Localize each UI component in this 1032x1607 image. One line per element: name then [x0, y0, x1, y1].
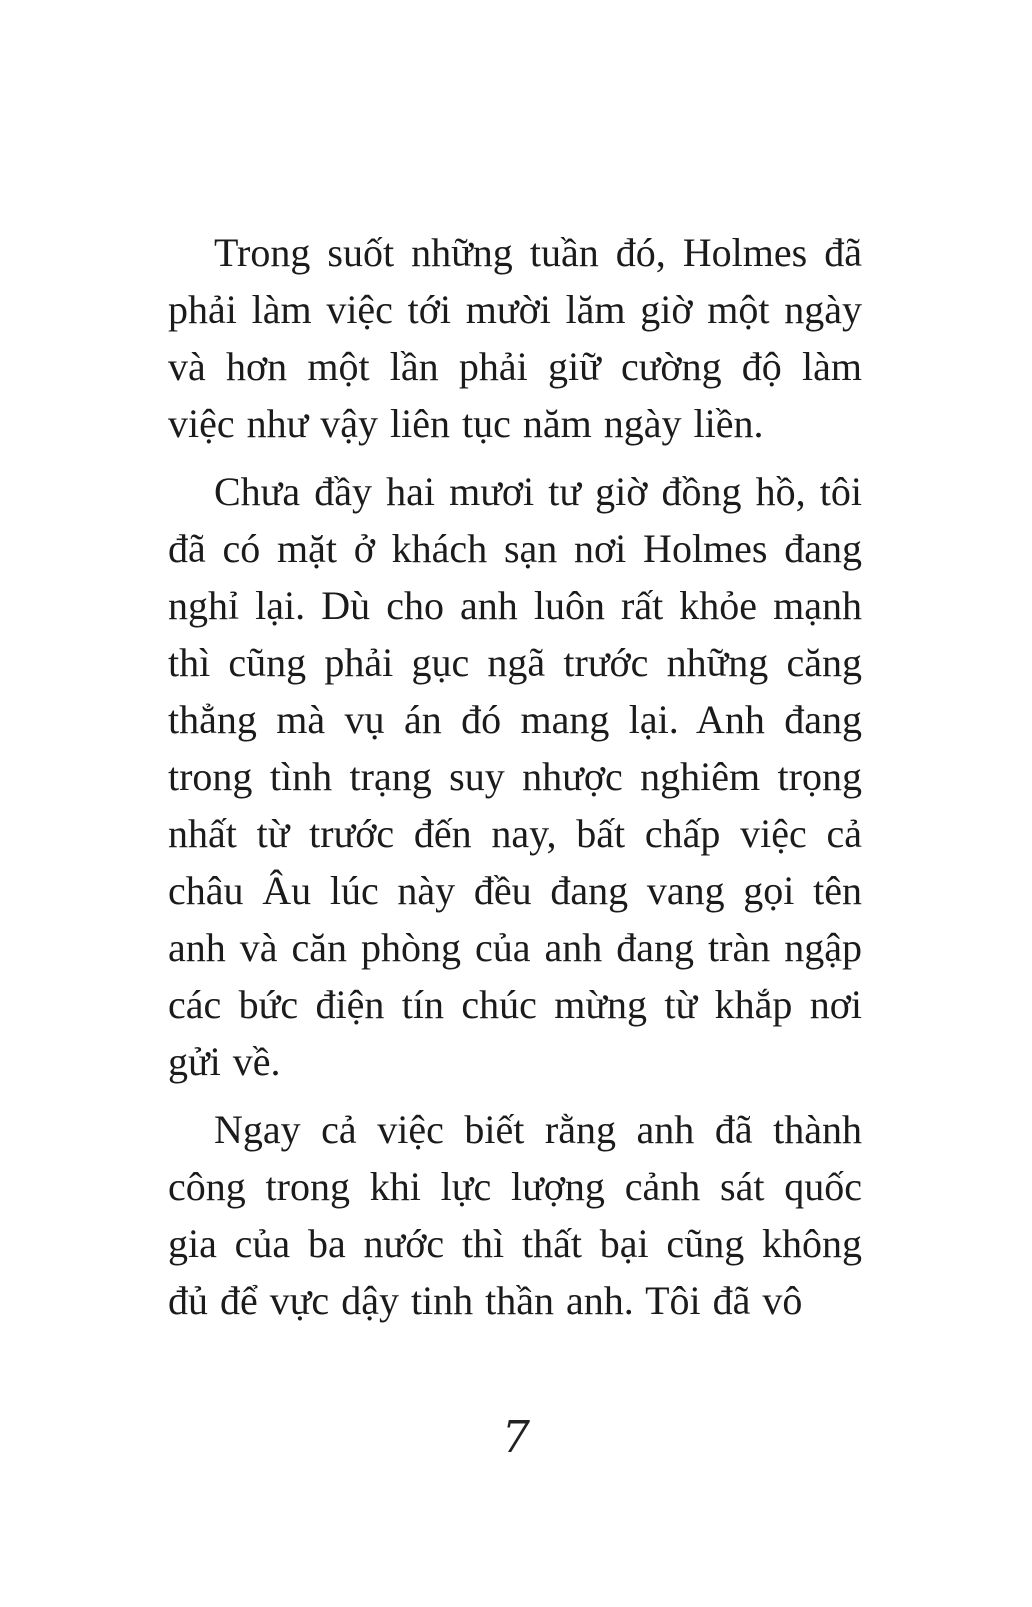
paragraph: Trong suốt những tuần đó, Holmes đã phải làm việc tới mười lăm giờ một ngày và hơn một lần phải giữ cường độ làm việc như vậy liên tục năm ngày liền.	[168, 230, 862, 446]
page-number: 7	[502, 1412, 530, 1463]
paragraph: Chưa đầy hai mươi tư giờ đồng hồ, tôi đã có mặt ở khách sạn nơi Holmes đang nghỉ lại. Dù cho anh luôn rất khỏe mạnh thì cũng phải gục ngã trước những căng thẳng mà vụ án đó mang lại. Anh đang trong tình trạng suy nhược nghiêm trọng nhất từ trước đến nay, bất chấp việc cả châu Âu lúc này đều đang vang gọi tên anh và căn phòng của anh đang tràn ngập các bức điện tín chúc mừng từ khắp nơi gửi về.	[168, 469, 862, 1084]
paragraph: Ngay cả việc biết rằng anh đã thành công trong khi lực lượng cảnh sát quốc gia của ba nước thì thất bại cũng không đủ để vực dậy tinh thần anh. Tôi đã vô	[168, 1107, 862, 1323]
body-text	[168, 224, 862, 1329]
